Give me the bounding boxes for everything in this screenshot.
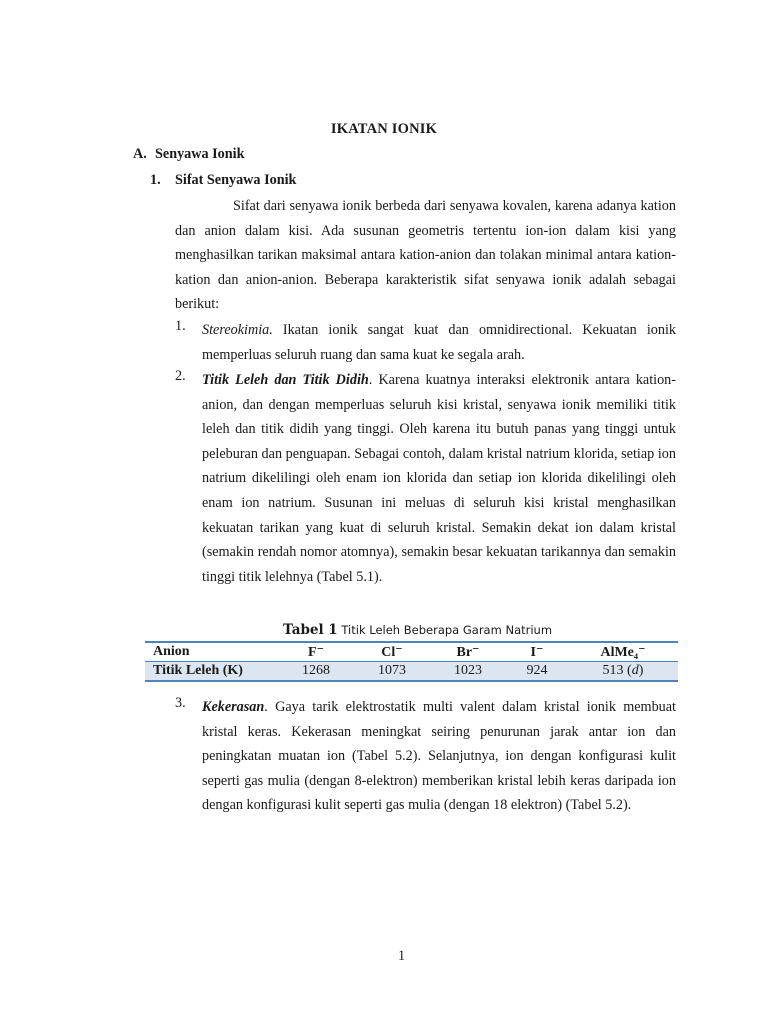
- table-header-cell: I⁻: [506, 642, 568, 662]
- intro-paragraph: [175, 194, 676, 317]
- table-header-cell: F⁻: [278, 642, 354, 662]
- table-row: [145, 662, 678, 682]
- table-header-cell: Br⁻: [430, 642, 506, 662]
- list-item: [175, 318, 676, 367]
- list-item-text: . Gaya tarik elektrostatik multi valent dalam kristal ionik membuat kristal keras. Kekerasan meningkat seiring penurunan jarak antar ion dan peningkatan muatan ion (Tabel 5.2). Selanjutnya, ion dengan konfigurasi kulit seperti gas mulia (dengan 8-elektron) memberikan kristal lebih keras daripada ion dengan konfigurasi kulit seperti gas mulia (dengan 18 elektron) (Tabel 5.2).: [202, 699, 676, 814]
- table-header-label: Anion: [145, 642, 278, 662]
- table-cell: 1073: [354, 662, 430, 682]
- table-caption-text: Titik Leleh Beberapa Garam Natrium: [337, 623, 553, 637]
- table-header-cell: Cl⁻: [354, 642, 430, 662]
- table-cell: 1023: [430, 662, 506, 682]
- list-item-number: 3.: [175, 695, 186, 711]
- table-caption-number: Tabel 1: [282, 622, 338, 638]
- subsection-title: Sifat Senyawa Ionik: [175, 172, 297, 188]
- subsection-heading: [150, 172, 296, 189]
- list-item-term: Kekerasan: [202, 699, 265, 715]
- list-item-term: Stereokimia.: [202, 322, 273, 338]
- list-item: [175, 695, 676, 818]
- list-item: [175, 368, 676, 589]
- subsection-label: 1.: [150, 172, 161, 188]
- list-item-text: . Karena kuatnya interaksi elektronik antara kation-anion, dan dengan memperluas seluruh kisi kristal, senyawa ionik memiliki titik leleh dan titik didih yang tinggi. Oleh karena itu butuh panas yang tinggi untuk peleburan dan penguapan. Sebagai contoh, dalam kristal natrium klorida, setiap ion natrium dikelilingi oleh enam ion klorida dan setiap ion klorida dikelilingi oleh enam ion natrium. Susunan ini meluas di seluruh kisi kristal menghasilkan kekuatan tarikan yang kuat di seluruh kristal. Semakin dekat ion dalam kristal (semakin rendah nomor atomnya), semakin besar kekuatan tarikannya dan semakin tinggi titik lelehnya (Tabel 5.1).: [202, 372, 677, 585]
- section-heading: [133, 146, 245, 163]
- table-header-row: [145, 642, 678, 662]
- table-cell-last: [568, 662, 678, 682]
- table-caption: [0, 622, 768, 638]
- list-item-number: 2.: [175, 368, 186, 384]
- table-cell: 1268: [278, 662, 354, 682]
- page-title: IKATAN IONIK: [330, 121, 438, 137]
- table-cell-note: d: [631, 663, 639, 678]
- intro-text: Sifat dari senyawa ionik berbeda dari senyawa kovalen, karena adanya kation dan anion dalam kisi. Ada susunan geometris tertentu ion-ion dalam kisi yang menghasilkan tarikan maksimal antara kation-anion dan tolakan minimal antara kation-kation dan anion-anion. Beberapa karakteristik sifat senyawa ionik adalah sebagai berikut:: [175, 198, 676, 313]
- table-cell-value: 513 (: [602, 663, 632, 678]
- section-title: Senyawa Ionik: [155, 146, 245, 162]
- page-number: 1: [397, 948, 406, 964]
- section-label: A.: [133, 146, 147, 162]
- list-item-term: Titik Leleh dan Titik Didih: [202, 372, 369, 388]
- table-header-cell: AlMe₄⁻: [568, 642, 678, 662]
- table-cell: 924: [506, 662, 568, 682]
- table-cell-close: ): [638, 663, 644, 678]
- melting-point-table: [145, 641, 678, 682]
- list-item-text: Ikatan ionik sangat kuat dan omnidirectional. Kekuatan ionik memperluas seluruh ruang dan sama kuat ke segala arah.: [202, 322, 676, 363]
- list-item-number: 1.: [175, 318, 186, 334]
- table-row-label: Titik Leleh (K): [145, 662, 278, 682]
